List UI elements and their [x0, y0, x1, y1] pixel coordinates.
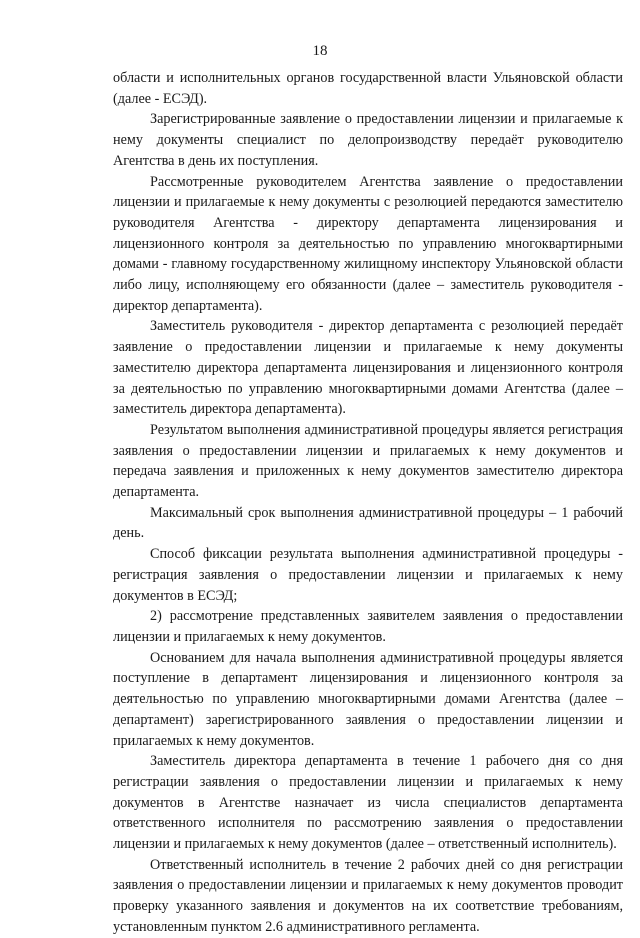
paragraph-continuation: области и исполнительных органов государственной власти Ульяновской области (далее - ЕСЭД). [113, 70, 623, 107]
paragraph: Максимальный срок выполнения административной процедуры – 1 рабочий день. [113, 504, 623, 542]
paragraph: 2) рассмотрение представленных заявителем заявления о предоставлении лицензии и прилагаемых к нему документов. [113, 608, 623, 645]
paragraph: Заместитель директора департамента в течение 1 рабочего дня со дня регистрации заявления о предоставлении лицензии и прилагаемых к нему документов в Агентстве назначает из числа специалистов департамента ответственного исполнителя по рассмотрению заявления о предоставлении лицензии и прилагаемых к нему документов (далее – ответственный исполнитель). [113, 753, 623, 853]
paragraph: Ответственный исполнитель в течение 2 рабочих дней со дня регистрации заявления о предоставлении лицензии и прилагаемых к нему документов проводит проверку указанного заявления и документов на их соответствие требованиям, установленным пунктом 2.6 административного регламента. [113, 856, 623, 935]
paragraph: Способ фиксации результата выполнения административной процедуры - регистрация заявления о предоставлении лицензии и прилагаемых к нему документов в ЕСЭД; [113, 546, 623, 604]
document-body [113, 68, 623, 938]
paragraph: Рассмотренные руководителем Агентства заявление о предоставлении лицензии и прилагаемые к нему документы с резолюцией передаются заместителю руководителя Агентства - директору департамента лицензирования и лицензионного контроля за деятельностью по управлению многоквартирными домами - главному государственному жилищному инспектору Ульяновской области либо лицу, исполняющему его обязанности (далее – заместитель руководителя - директор департамента). [113, 173, 623, 314]
paragraph: Заместитель руководителя - директор департамента с резолюцией передаёт заявление о предоставлении лицензии и прилагаемые к нему документы заместителю директора департамента лицензирования и лицензионного контроля за деятельностью по управлению многоквартирными домами Агентства (далее – заместитель директора департамента). [113, 318, 623, 418]
paragraph: Основанием для начала выполнения административной процедуры является поступление в департамент лицензирования и лицензионного контроля за деятельностью по управлению многоквартирными домами Агентства (далее – департамент) зарегистрированного заявления о предоставлении лицензии и прилагаемых к нему документов. [113, 649, 623, 749]
paragraph: Зарегистрированные заявление о предоставлении лицензии и прилагаемые к нему документы специалист по делопроизводству передаёт руководителю Агентства в день их поступления. [113, 111, 623, 169]
page-number: 18 [312, 43, 328, 59]
paragraph: Результатом выполнения административной процедуры является регистрация заявления о предоставлении лицензии и прилагаемых к нему документов и передача заявления и приложенных к нему документов заместителю директора департамента. [113, 421, 623, 501]
